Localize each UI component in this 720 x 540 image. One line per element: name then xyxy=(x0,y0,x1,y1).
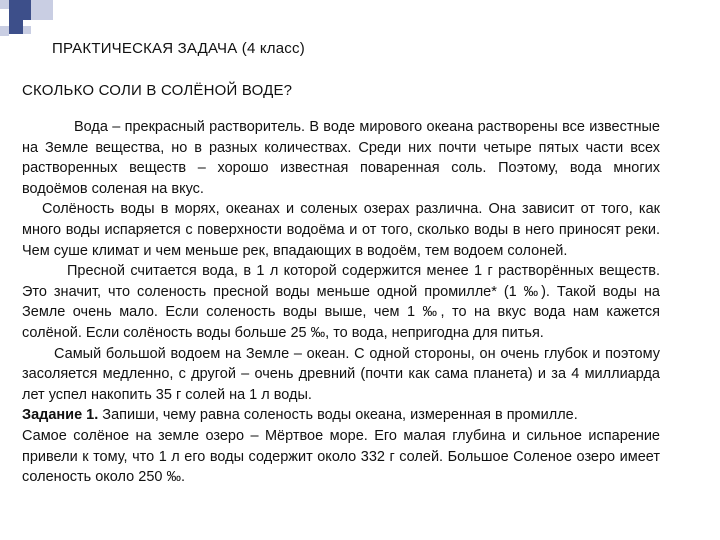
deco-square-tiny xyxy=(23,26,31,34)
task-label: Задание 1. xyxy=(22,407,99,424)
paragraph-fresh-water: Пресной считается вода, в 1 л которой содержится менее 1 г растворённых веществ. Это значит, что соленость пресной воды меньше одной промилле* (1 ‰). Такой воды на Земле очень мало. Если соленость воды выше, чем 1 ‰, то на вкус вода нам кажется солёной. Если солёность воды больше 25 ‰, то вода, непригодна для питья. xyxy=(22,263,660,341)
paragraph-intro: Вода – прекрасный растворитель. В воде мирового океана растворены все известные на Земле вещества, но в разных количествах. Среди них почти четыре пятых части всех растворенных веществ – хорошо известная поваренная соль. Поэтому, вода многих водоёмов соленая на вкус. xyxy=(22,119,660,197)
paragraph-salinity: Солёность воды в морях, океанах и соленых озерах различна. Она зависит от того, как много воды испаряется с поверхности водоёма и от того, сколько воды в него приносят реки. Чем суше климат и чем меньше рек, впадающих в водоём, тем водоем солоней. xyxy=(22,201,660,259)
task-text: Запиши, чему равна соленость воды океана, измеренная в промилле. xyxy=(98,407,578,424)
task-title: ПРАКТИЧЕСКАЯ ЗАДАЧА (4 класс) xyxy=(52,40,305,57)
task-paragraph xyxy=(22,405,660,426)
deco-square-dark xyxy=(9,20,23,34)
deco-square-pale xyxy=(0,26,9,36)
document-body xyxy=(22,117,660,488)
paragraph-ocean: Самый большой водоем на Земле – океан. С одной стороны, он очень глубок и поэтому засоляется медленно, с другой – очень древний (почти как сама планета) и за 4 миллиарда лет успел накопить 35 г солей на 1 л воды. xyxy=(22,345,660,403)
deco-square-large xyxy=(9,0,31,20)
deco-square-light xyxy=(31,0,53,20)
paragraph-dead-sea: Самое солёное на земле озеро – Мёртвое море. Его малая глубина и сильное испарение привели к тому, что 1 л его воды содержит около 332 г солей. Большое Соленое озеро имеет соленость около 250 ‰. xyxy=(22,427,660,486)
deco-square-small xyxy=(0,0,9,9)
document-heading: СКОЛЬКО СОЛИ В СОЛЁНОЙ ВОДЕ? xyxy=(22,82,293,99)
